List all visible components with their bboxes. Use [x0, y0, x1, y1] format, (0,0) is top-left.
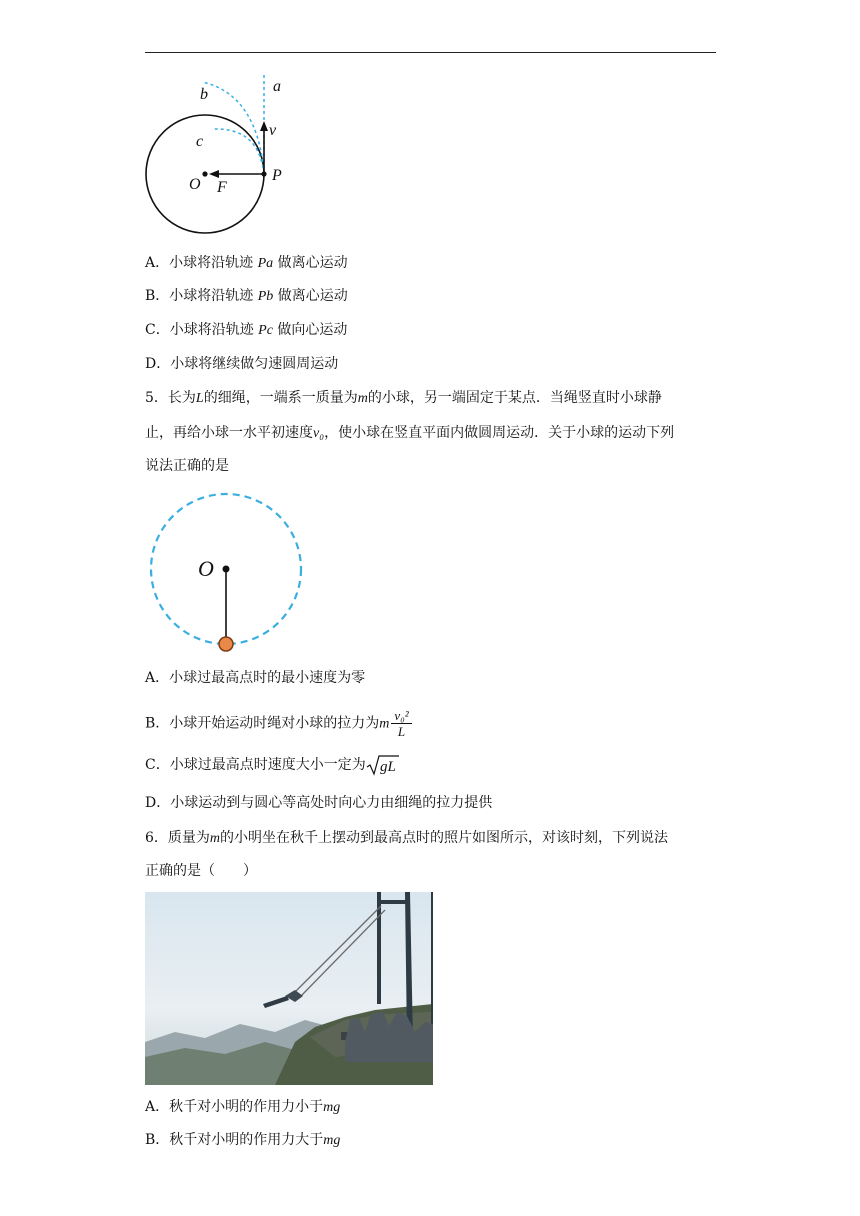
- q6-option-b: B．秋千对小明的作用力大于mg: [145, 1132, 341, 1148]
- q4-option-c: C．小球将沿轨迹 Pc 做向心运动: [145, 322, 348, 338]
- q5-stem-line-3: 说法正确的是: [145, 458, 229, 474]
- q4-option-b: B．小球将沿轨迹 Pb 做离心运动: [145, 288, 348, 304]
- pivot-dot: [223, 566, 230, 573]
- q6-stem-line-2: 正确的是（ ）: [145, 863, 257, 879]
- svg-text:gL: gL: [379, 759, 396, 775]
- q4-option-a: A．小球将沿轨迹 Pa 做离心运动: [145, 255, 348, 271]
- trajectory-b: [202, 82, 264, 174]
- fraction-v0-squared-over-L: $\frac{\text{v₀²}}{L}$: [391, 708, 411, 739]
- label-c: c: [196, 133, 204, 150]
- q5-stem-line-1: 5．长为L的细绳，一端系一质量为m的小球，另一端固定于某点．当绳竖直时小球静: [145, 390, 662, 406]
- q6-option-a: A．秋千对小明的作用力小于mg: [145, 1099, 341, 1115]
- circular-motion-figure: [140, 68, 300, 238]
- q4-option-d: D．小球将继续做匀速圆周运动: [145, 356, 339, 372]
- vertical-circle-figure: [146, 490, 306, 655]
- trajectory-c: [212, 129, 264, 174]
- label-a: a: [273, 78, 281, 95]
- sqrt-gL: [366, 754, 400, 776]
- ball: [219, 637, 233, 651]
- force-arrowhead: [209, 170, 219, 178]
- label-O-center: O: [198, 556, 214, 581]
- label-F: F: [217, 179, 227, 196]
- swing-photo: [145, 892, 433, 1085]
- label-v: v: [269, 122, 277, 139]
- q5-option-d: D．小球运动到与圆心等高处时向心力由细绳的拉力提供: [145, 795, 493, 811]
- label-b: b: [200, 86, 208, 103]
- q5-stem-line-2: 止，再给小球一水平初速度v₀，使小球在竖直平面内做圆周运动．关于小球的运动下列: [145, 425, 675, 441]
- q5-option-a: A．小球过最高点时的最小速度为零: [145, 670, 366, 686]
- label-O: O: [189, 176, 201, 193]
- velocity-arrowhead: [260, 121, 268, 131]
- q5-option-b: B．小球开始运动时绳对小球的拉力为m $\frac{\text{v₀²}}{L}$: [145, 708, 412, 739]
- header-rule: [145, 52, 716, 53]
- q5-option-c: C．小球过最高点时速度大小一定为 gL: [145, 754, 400, 776]
- point-p-dot: [261, 171, 266, 176]
- center-dot: [202, 171, 207, 176]
- label-P: P: [272, 167, 282, 184]
- q6-stem-line-1: 6．质量为m的小明坐在秋千上摆动到最高点时的照片如图所示，对该时刻，下列说法: [145, 830, 669, 846]
